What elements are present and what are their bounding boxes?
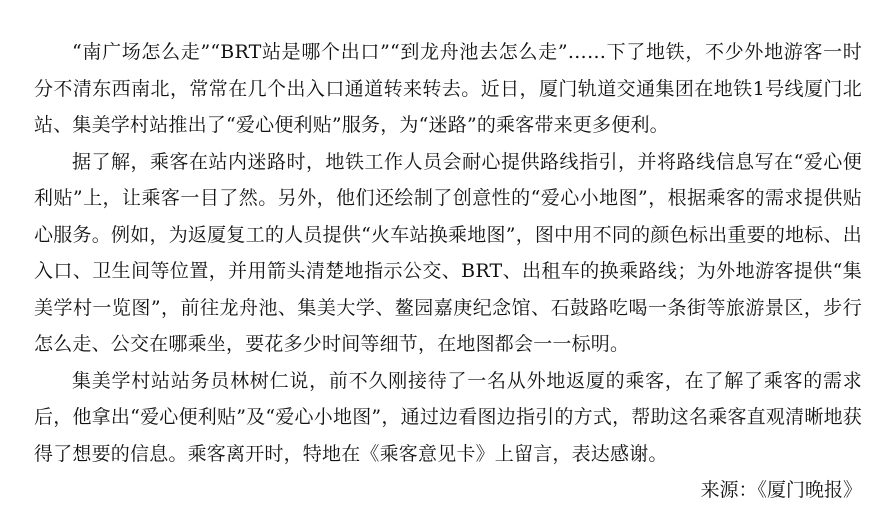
source-attribution: 来源：《厦门晚报》	[700, 479, 862, 501]
article-body	[34, 34, 862, 509]
paragraph-1: “南广场怎么走”“BRT站是哪个出口”“到龙舟池去怎么走”……下了地铁，不少外地游客一时分不清东西南北，常常在几个出入口通道转来转去。近日，厦门轨道交通集团在地铁1号线厦门北站、集美学村站推出了“爱心便利贴”服务，为“迷路”的乘客带来更多便利。	[34, 41, 862, 136]
paragraph-3: 集美学村站站务员林树仁说，前不久刚接待了一名从外地返厦的乘客，在了解了乘客的需求后，他拿出“爱心便利贴”及“爱心小地图”，通过边看图边指引的方式，帮助这名乘客直观清晰地获得了想要的信息。乘客离开时，特地在《乘客意见卡》上留言，表达感谢。	[34, 369, 862, 465]
paragraph-2: 据了解，乘客在站内迷路时，地铁工作人员会耐心提供路线指引，并将路线信息写在“爱心便利贴”上，让乘客一目了然。另外，他们还绘制了创意性的“爱心小地图”，根据乘客的需求提供贴心服务。例如，为返厦复工的人员提供“火车站换乘地图”，图中用不同的颜色标出重要的地标、出入口、卫生间等位置，并用箭头清楚地指示公交、BRT、出租车的换乘路线；为外地游客提供“集美学村一览图”，前往龙舟池、集美大学、鳌园嘉庚纪念馆、石鼓路吃喝一条街等旅游景区，步行怎么走、公交在哪乘坐，要花多少时间等细节，在地图都会一一标明。	[34, 150, 862, 355]
